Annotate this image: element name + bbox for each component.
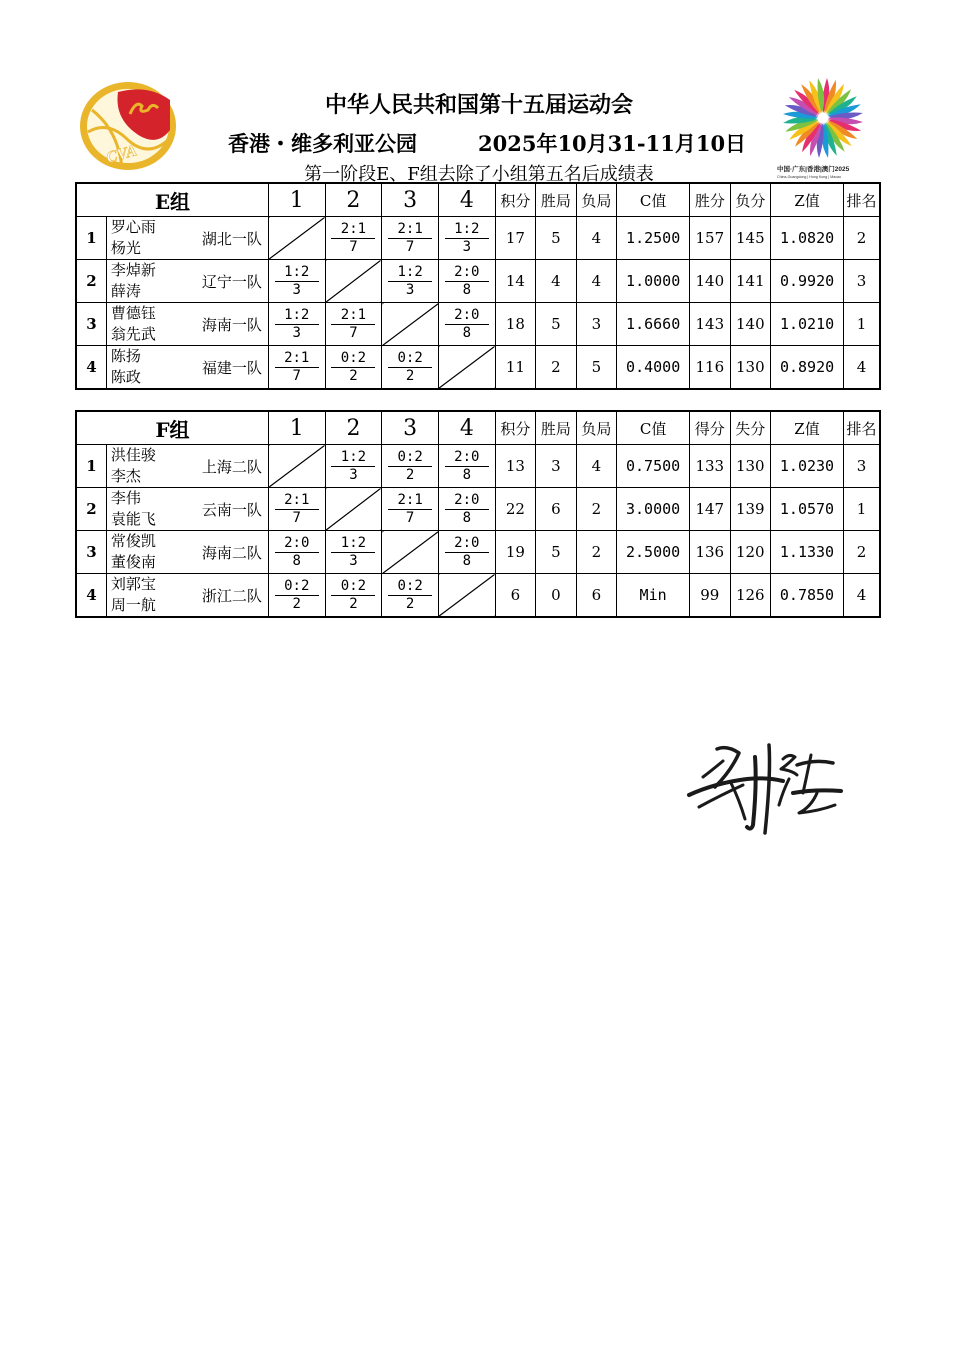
logo-subtext: China-Guangdong | Hong Kong | Macao	[777, 175, 842, 179]
points-cell: 22	[495, 488, 536, 531]
logo-text: 中国·广东|香港|澳门2025	[777, 166, 850, 173]
score-lost-cell: 140	[730, 303, 771, 346]
c-value-cell: Min	[617, 574, 690, 618]
column-header: 得分	[690, 411, 731, 445]
match-score	[331, 221, 375, 256]
match-score-cell	[268, 303, 325, 346]
rank-cell: 1	[844, 303, 881, 346]
c-value-cell: 1.0000	[617, 260, 690, 303]
match-score	[388, 578, 432, 613]
match-points: 2	[349, 595, 358, 612]
score-won-cell: 143	[690, 303, 731, 346]
match-score	[275, 535, 319, 570]
match-points: 8	[462, 281, 472, 298]
row-index: 2	[76, 260, 106, 303]
svg-text:CVA: CVA	[104, 142, 139, 167]
column-header: 负分	[730, 183, 771, 217]
losses-cell: 4	[576, 445, 617, 488]
row-index: 4	[76, 346, 106, 390]
match-points: 7	[349, 238, 358, 255]
table-row	[76, 574, 880, 618]
rank-cell: 2	[843, 531, 880, 574]
column-header: 积分	[495, 183, 536, 217]
set-score: 2:1	[388, 221, 432, 239]
self-match-cell	[438, 574, 495, 618]
match-points: 3	[405, 281, 415, 298]
match-score-cell	[268, 531, 325, 574]
match-points: 3	[462, 238, 472, 255]
score-won-cell: 116	[690, 346, 731, 390]
score-lost-cell: 130	[730, 445, 771, 488]
match-points: 3	[292, 281, 301, 298]
table-row	[76, 531, 880, 574]
page-subtitle: 第一阶段E、F组去除了小组第五名后成绩表	[304, 164, 654, 185]
losses-cell: 4	[576, 260, 617, 303]
rank-cell: 2	[844, 217, 881, 260]
match-score-cell	[382, 346, 439, 390]
table-row	[76, 217, 880, 260]
wins-cell: 6	[536, 488, 577, 531]
group-e-table	[75, 182, 881, 390]
match-score	[445, 492, 489, 527]
row-index: 3	[76, 303, 106, 346]
team-name: 湖北一队	[187, 217, 268, 260]
set-score: 2:1	[275, 492, 319, 510]
wins-cell: 3	[536, 445, 577, 488]
set-score: 2:1	[275, 350, 319, 368]
set-score: 2:1	[331, 221, 375, 239]
match-points: 7	[349, 324, 358, 341]
match-score	[275, 578, 319, 613]
points-cell: 6	[495, 574, 536, 618]
player-name: 杨光	[110, 239, 141, 257]
set-score: 0:2	[331, 578, 375, 596]
z-value-cell: 0.8920	[771, 346, 844, 390]
score-lost-cell: 139	[730, 488, 771, 531]
z-value-cell: 1.0570	[771, 488, 844, 531]
team-name: 辽宁一队	[187, 260, 268, 303]
score-won-cell: 99	[690, 574, 731, 618]
score-lost-cell: 126	[730, 574, 771, 618]
table-row	[76, 445, 880, 488]
player-name: 洪佳骏	[110, 446, 156, 464]
match-score	[275, 350, 319, 385]
wins-cell: 4	[536, 260, 577, 303]
set-score: 1:2	[275, 307, 319, 325]
set-score: 2:0	[445, 535, 489, 553]
column-header: 胜局	[536, 183, 577, 217]
player-name: 陈扬	[110, 347, 141, 365]
venue-text: 香港・维多利亚公园	[228, 131, 417, 156]
column-header: Z值	[771, 183, 844, 217]
player-names	[106, 346, 187, 390]
losses-cell: 4	[576, 217, 617, 260]
self-match-cell	[268, 217, 325, 260]
match-points: 2	[405, 367, 415, 384]
player-names	[106, 531, 187, 574]
column-header: 2	[325, 183, 382, 217]
team-name: 海南一队	[187, 303, 268, 346]
z-value-cell: 1.0210	[771, 303, 844, 346]
column-header: 负局	[576, 411, 617, 445]
player-names	[106, 260, 187, 303]
score-won-cell: 133	[690, 445, 731, 488]
score-lost-cell: 130	[730, 346, 771, 390]
self-match-cell	[382, 531, 439, 574]
match-score	[445, 307, 489, 342]
match-score	[388, 449, 432, 484]
points-cell: 17	[495, 217, 536, 260]
c-value-cell: 0.4000	[617, 346, 690, 390]
table-row	[76, 488, 880, 531]
match-points: 8	[462, 552, 472, 569]
match-score-cell	[268, 346, 325, 390]
row-index: 1	[76, 445, 106, 488]
match-score	[331, 535, 375, 570]
c-value-cell: 0.7500	[617, 445, 690, 488]
player-names	[106, 445, 187, 488]
set-score: 0:2	[388, 578, 432, 596]
match-points: 8	[462, 324, 472, 341]
match-score-cell	[382, 260, 439, 303]
match-score	[331, 350, 375, 385]
wins-cell: 5	[536, 531, 577, 574]
match-points: 2	[292, 595, 301, 612]
c-value-cell: 2.5000	[617, 531, 690, 574]
player-name: 周一航	[110, 596, 156, 614]
player-name: 罗心雨	[110, 218, 156, 236]
row-index: 3	[76, 531, 106, 574]
match-score	[275, 264, 319, 299]
points-cell: 14	[495, 260, 536, 303]
column-header: 负局	[576, 183, 617, 217]
match-score	[445, 449, 489, 484]
player-name: 陈政	[110, 368, 141, 386]
score-won-cell: 157	[690, 217, 731, 260]
set-score: 0:2	[388, 449, 432, 467]
team-name: 云南一队	[187, 488, 268, 531]
match-score	[331, 449, 375, 484]
set-score: 1:2	[388, 264, 432, 282]
column-header: 胜局	[536, 411, 577, 445]
match-score-cell	[438, 217, 495, 260]
rank-cell: 3	[844, 260, 881, 303]
set-score: 1:2	[331, 535, 375, 553]
column-header: 2	[325, 411, 382, 445]
losses-cell: 2	[576, 488, 617, 531]
group-header-row	[76, 411, 880, 445]
match-points: 8	[292, 552, 301, 569]
column-header: Z值	[771, 411, 844, 445]
points-cell: 19	[495, 531, 536, 574]
set-score: 0:2	[388, 350, 432, 368]
player-name: 翁先武	[110, 325, 156, 343]
player-name: 李杰	[110, 467, 141, 485]
match-points: 3	[292, 324, 301, 341]
group-name: F组	[76, 411, 268, 445]
column-header: 3	[382, 411, 439, 445]
match-score-cell	[325, 531, 382, 574]
z-value-cell: 1.0820	[771, 217, 844, 260]
column-header: 1	[268, 411, 325, 445]
player-name: 曹德钰	[110, 304, 156, 322]
match-score	[388, 350, 432, 385]
match-score-cell	[325, 303, 382, 346]
team-name: 浙江二队	[187, 574, 268, 618]
rank-cell: 3	[843, 445, 880, 488]
match-score-cell	[382, 574, 439, 618]
match-score	[388, 492, 432, 527]
column-header: 1	[268, 183, 325, 217]
table-row	[76, 303, 880, 346]
losses-cell: 5	[576, 346, 617, 390]
match-points: 2	[405, 466, 415, 483]
match-score	[445, 264, 489, 299]
match-points: 3	[349, 466, 358, 483]
c-value-cell: 1.6660	[617, 303, 690, 346]
table-row	[76, 260, 880, 303]
set-score: 2:0	[445, 492, 489, 510]
column-header: 3	[382, 183, 439, 217]
match-score-cell	[438, 531, 495, 574]
set-score: 1:2	[331, 449, 375, 467]
set-score: 2:0	[445, 449, 489, 467]
column-header: 排名	[843, 411, 880, 445]
match-points: 7	[292, 367, 301, 384]
points-cell: 11	[495, 346, 536, 390]
self-match-cell	[325, 260, 382, 303]
match-score-cell	[268, 260, 325, 303]
player-name: 刘郭宝	[110, 575, 156, 593]
set-score: 0:2	[331, 350, 375, 368]
z-value-cell: 0.7850	[771, 574, 844, 618]
set-score: 0:2	[275, 578, 319, 596]
score-won-cell: 140	[690, 260, 731, 303]
table-row	[76, 346, 880, 390]
match-score	[388, 221, 432, 256]
group-name: E组	[76, 183, 268, 217]
set-score: 2:1	[388, 492, 432, 510]
column-header: 排名	[844, 183, 881, 217]
match-score	[331, 578, 375, 613]
losses-cell: 3	[576, 303, 617, 346]
c-value-cell: 3.0000	[617, 488, 690, 531]
set-score: 2:0	[275, 535, 319, 553]
match-score-cell	[325, 346, 382, 390]
player-name: 李伟	[110, 489, 141, 507]
match-points: 3	[349, 552, 358, 569]
match-score-cell	[438, 260, 495, 303]
team-name: 上海二队	[187, 445, 268, 488]
score-won-cell: 147	[690, 488, 731, 531]
team-name: 海南二队	[187, 531, 268, 574]
match-score	[275, 307, 319, 342]
match-score	[445, 221, 489, 256]
points-cell: 13	[495, 445, 536, 488]
player-names	[106, 303, 187, 346]
match-score-cell	[268, 574, 325, 618]
set-score: 2:1	[331, 307, 375, 325]
wins-cell: 5	[536, 303, 577, 346]
losses-cell: 6	[576, 574, 617, 618]
score-lost-cell: 145	[730, 217, 771, 260]
self-match-cell	[325, 488, 382, 531]
rank-cell: 1	[843, 488, 880, 531]
column-header: C值	[617, 411, 690, 445]
set-score: 1:2	[275, 264, 319, 282]
player-name: 李焯新	[110, 261, 156, 279]
set-score: 2:0	[445, 264, 489, 282]
match-score-cell	[438, 303, 495, 346]
match-points: 2	[405, 595, 415, 612]
column-header: 胜分	[690, 183, 731, 217]
player-names	[106, 217, 187, 260]
player-name: 袁能飞	[110, 510, 156, 528]
match-score-cell	[268, 488, 325, 531]
group-f-table	[75, 410, 881, 618]
signature	[685, 735, 850, 840]
match-score	[388, 264, 432, 299]
c-value-cell: 1.2500	[617, 217, 690, 260]
column-header: 失分	[730, 411, 771, 445]
player-name: 常俊凯	[110, 532, 156, 550]
set-score: 1:2	[445, 221, 489, 239]
page-title: 中华人民共和国第十五届运动会	[324, 92, 633, 118]
wins-cell: 5	[536, 217, 577, 260]
match-points: 8	[462, 509, 472, 526]
match-score-cell	[382, 445, 439, 488]
match-score-cell	[438, 488, 495, 531]
score-lost-cell: 120	[730, 531, 771, 574]
player-name: 薛涛	[110, 282, 141, 300]
match-score	[275, 492, 319, 527]
wins-cell: 0	[536, 574, 577, 618]
match-score-cell	[382, 217, 439, 260]
match-score-cell	[325, 445, 382, 488]
points-cell: 18	[495, 303, 536, 346]
match-points: 7	[405, 238, 415, 255]
score-won-cell: 136	[690, 531, 731, 574]
row-index: 4	[76, 574, 106, 618]
row-index: 1	[76, 217, 106, 260]
team-name: 福建一队	[187, 346, 268, 390]
player-names	[106, 488, 187, 531]
self-match-cell	[382, 303, 439, 346]
self-match-cell	[268, 445, 325, 488]
match-points: 2	[349, 367, 358, 384]
column-header: C值	[617, 183, 690, 217]
rank-cell: 4	[843, 574, 880, 618]
losses-cell: 2	[576, 531, 617, 574]
column-header: 4	[438, 411, 495, 445]
column-header: 积分	[495, 411, 536, 445]
player-names	[106, 574, 187, 618]
row-index: 2	[76, 488, 106, 531]
match-score-cell	[325, 217, 382, 260]
z-value-cell: 0.9920	[771, 260, 844, 303]
z-value-cell: 1.1330	[771, 531, 844, 574]
wins-cell: 2	[536, 346, 577, 390]
group-header-row	[76, 183, 880, 217]
match-score-cell	[325, 574, 382, 618]
match-score-cell	[438, 445, 495, 488]
match-score	[445, 535, 489, 570]
match-score	[331, 307, 375, 342]
rank-cell: 4	[844, 346, 881, 390]
dates-text: 2025年10月31-11月10日	[478, 131, 747, 156]
match-score-cell	[382, 488, 439, 531]
match-points: 7	[405, 509, 415, 526]
match-points: 7	[292, 509, 301, 526]
match-points: 8	[462, 466, 472, 483]
column-header: 4	[438, 183, 495, 217]
self-match-cell	[438, 346, 495, 390]
player-name: 董俊南	[110, 553, 156, 571]
z-value-cell: 1.0230	[771, 445, 844, 488]
score-lost-cell: 141	[730, 260, 771, 303]
set-score: 2:0	[445, 307, 489, 325]
